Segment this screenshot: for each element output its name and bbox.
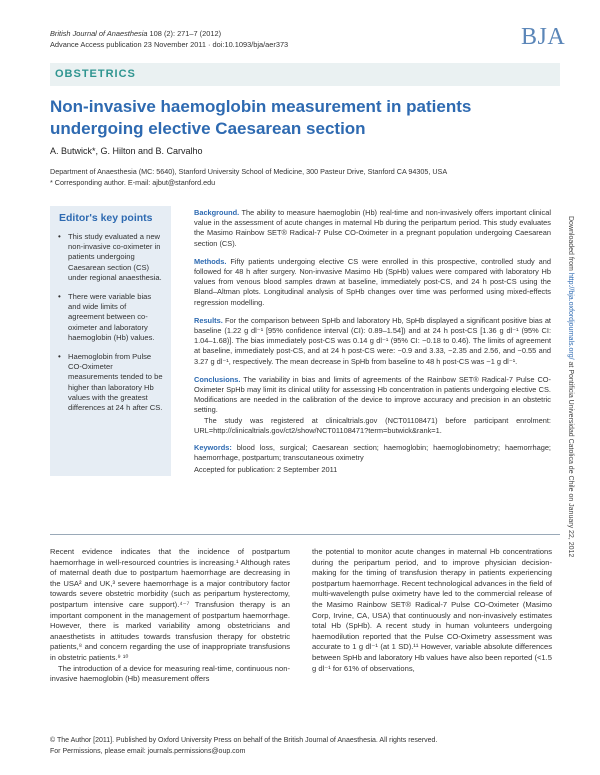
journal-citation <box>50 28 288 50</box>
download-link[interactable]: http://bja.oxfordjournals.org/ <box>567 272 574 360</box>
correspondence: * Corresponding author. E-mail: ajbut@stanford.edu <box>50 178 216 187</box>
journal-volume: 108 (2): 271–7 (2012) <box>147 29 222 38</box>
affiliation: Department of Anaesthesia (MC: 5640), Stanford University School of Medicine, 300 Pasteur Drive, Stanford CA 94305, USA <box>50 167 448 176</box>
download-note-prefix: Downloaded from <box>567 216 574 273</box>
copyright-line: © The Author [2011]. Published by Oxford University Press on behalf of the British Journal of Anaesthesia. All rights reserved. <box>50 737 438 744</box>
abstract <box>194 208 551 484</box>
abstract-conclusions <box>194 375 551 416</box>
results-text: For the comparison between SpHb and laboratory Hb, SpHb displayed a significant positive bias at baseline (1.22 g dl⁻¹ [95% confidence interval (CI): 0.89–1.54]) and at 24 h post-CS [1.36 g dl⁻¹ (95% CI: 1.04–1.68)]. The bias immediately post-CS was 0.14 g dl⁻¹ (95% CI: −0.18 to 0.46). The limits of agreement at baseline, immediately post-CS, and at 24 h post-CS were: −0.9 and 3.33, −2.35 and 2.56, and −0.55 and 3.27 g dl⁻¹, respectively. The mean decrease in SpHb from baseline to 48 h post-CS was ~1 g dl⁻¹. <box>194 315 551 366</box>
download-note <box>567 216 574 557</box>
copyright-footer <box>50 735 437 757</box>
methods-text: Fifty patients undergoing elective CS were enrolled in this prospective, controlled study and followed for 48 h after surgery. Non-invasive Masimo Hb (SpHb) values were compared with laboratory Hb values from venous blood samples drawn at baseline, immediately post-CS, and 24 h post-CS using the Bland–Altman plots. Longitudinal analysis of SpHb changes over time was performed using mixed-effects regression modelling. <box>194 256 551 307</box>
journal-line-2: Advance Access publication 23 November 2011 · doi:10.1093/bja/aer373 <box>50 40 289 49</box>
key-points-list <box>57 232 164 413</box>
bja-logo: BJA <box>521 24 566 50</box>
abstract-background <box>194 208 551 249</box>
body-column-right <box>312 547 552 674</box>
trial-registration: The study was registered at clinicaltrials.gov (NCT01108471) before participant enrolment: URL=http://clinicaltrials.gov/ct2/show/NCT01108471?term=butwick&rank=1. <box>194 415 551 435</box>
key-points-box <box>50 206 171 476</box>
conclusions-text: The variability in bias and limits of agreements of the Rainbow SET® Radical-7 Pulse CO-Oximeter SpHb may limit its clinical utility for assessing Hb concentration in patients undergoing elective CS. Modifications are needed in the calibration of the device to improve accuracy and precision in an obstetric setting. <box>194 374 551 415</box>
abstract-methods <box>194 257 551 308</box>
results-heading: Results. <box>194 315 223 325</box>
accepted-date: Accepted for publication: 2 September 2011 <box>194 465 338 475</box>
section-label: OBSTETRICS <box>55 68 136 80</box>
background-text: The ability to measure haemoglobin (Hb) real-time and non-invasively offers important clinical value in the assessment of acute changes in maternal Hb during the peripartum period. This study evaluates the Masimo Rainbow SET® Radical-7 Pulse CO-Oximeter in a pregnant population undergoing Caesarean section (CS). <box>194 208 551 248</box>
body-paragraph: The introduction of a device for measuring real-time, continuous non-invasive haemoglobin (Hb) measurement offers <box>50 663 290 684</box>
body-paragraph: Recent evidence indicates that the incidence of postpartum haemorrhage in well-resourced countries is increasing.¹ Although rates of maternal death due to postpartum haemorrhage are decreasing in the USA² and UK,³ severe haemorrhage is a major contributory factor towards severe obstetric morbidity (such as peripartum hysterectomy, postpartum intensive care support).⁴⁻⁷ Transfusion therapy is an important component in the management of postpartum haemorrhage. However, there is marked variability among obstetricians and anaesthetists in attitudes towards transfusion therapy for obstetric patients,⁸ and concern regarding the use of inappropriate transfusions in obstetric patients.⁹ ¹⁰ <box>50 547 290 662</box>
body-paragraph: the potential to monitor acute changes in maternal Hb concentrations during the peripartum period, and to improve physician decision-making for the timing of transfusion therapy in patients experiencing postpartum haemorrhage. Recent technological advances in the field of multi-wavelength pulse oximetry have led to the commercial release of the Masimo Rainbow SET® Radical-7 Pulse CO-Oximeter (Masimo Corp, Irvine, CA, USA) that continuously and non-invasively estimates total Hb (SpHb). A recent study in human volunteers undergoing haemodilution reported that the Pulse CO-Oximetry assessment was accurate to 1 g dl⁻¹ (at 1 SD).¹¹ However, variable absolute differences between SpHb and laboratory Hb values have also been reported (<1.5 g dl⁻¹ for 61% of observations, <box>312 547 552 673</box>
authors: A. Butwick*, G. Hilton and B. Carvalho <box>50 146 203 156</box>
article-title: Non-invasive haemoglobin measurement in patients undergoing elective Caesarean section <box>50 97 472 138</box>
section-band <box>50 63 560 86</box>
body-column-left <box>50 547 290 685</box>
download-note-suffix: at Pontificia Universidad Catolica de Chile on January 22, 2012 <box>567 359 574 558</box>
key-point-item: • There were variable bias and wide limits of agreement between co-oximeter and laboratory haemoglobin (Hb) values. <box>57 292 164 343</box>
keywords-text: blood loss, surgical; Caesarean section; haemoglobin; haemoglobinometry; haemorrhage; haemorrhage, postpartum; transcutaneous oximetry <box>194 443 551 463</box>
key-points-title: Editor's key points <box>59 212 153 224</box>
affiliation-block <box>50 166 447 188</box>
conclusions-heading: Conclusions. <box>194 374 241 384</box>
key-point-item: • Haemoglobin from Pulse CO-Oximeter measurements tended to be higher than laboratory Hb values with the greatest differences at 24 h after CS. <box>57 352 164 413</box>
permissions-line: For Permissions, please email: journals.permissions@oup.com <box>50 748 246 755</box>
background-heading: Background. <box>194 208 240 217</box>
key-point-item: • This study evaluated a new non-invasive co-oximeter in patients undergoing Caesarean section (CS) under regional anaesthesia. <box>57 232 164 283</box>
abstract-results <box>194 316 551 367</box>
keywords-heading: Keywords: <box>194 443 232 453</box>
journal-name: British Journal of Anaesthesia <box>50 29 148 38</box>
methods-heading: Methods. <box>194 256 227 266</box>
journal-line-1 <box>50 28 288 39</box>
keywords <box>194 443 551 463</box>
section-divider <box>50 534 560 535</box>
